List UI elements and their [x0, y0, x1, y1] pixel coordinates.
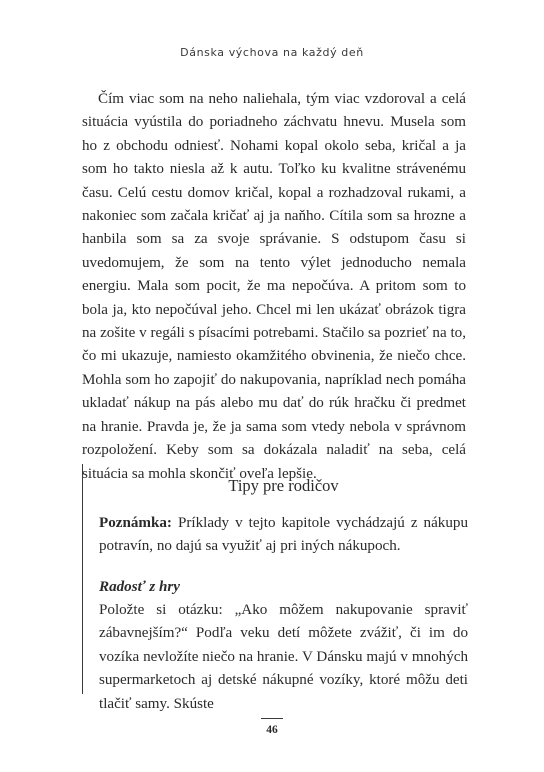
body-paragraph: Čím viac som na neho naliehala, tým viac vzdoroval a celá situácia vyústila do poriadneho záchvatu hnevu. Musela som ho z obchodu odniesť. Nohami kopal okolo seba, kričal a ja som ho takto niesla až k autu. Toľko ku kvalitne strávenému času. Celú cestu domov kričal, kopal a rozhadzoval rukami, a nakoniec som začala kričať aj ja naňho. Cítila som sa hrozne a hanbila som sa za svoje správanie. S odstupom času si uvedomujem, že som na tento výlet jednoducho nemala energiu. Mala som pocit, že ma nepočúva. A pritom som to bola ja, kto nepočúval jeho. Chcel mi len ukázať obrázok tigra na zošite v regáli s písacími potrebami. Stačilo sa pozrieť na to, čo mi ukazuje, namiesto okamžitého obvinenia, že niečo chce. Mohla som ho zapojiť do nakupovania, napríklad nech pomáha ukladať nákup na pás alebo mu dať do rúk hračku či predmet na hranie. Pravda je, že ja sama som vtedy nebola v správnom rozpoložení. Keby som sa dokázala naladiť na seba, celá situácia sa mohla skončiť oveľa lepšie. [82, 91, 466, 482]
footer-rule [261, 718, 283, 719]
tips-box [82, 464, 468, 712]
tips-subheading: Radosť z hry [99, 579, 180, 595]
note-label: Poznámka: [99, 515, 172, 531]
tips-note [99, 512, 468, 559]
tips-heading: Tipy pre rodičov [228, 476, 339, 495]
tips-paragraph: Položte si otázku: „Ako môžem nakupovanie spraviť zábavnejším?“ Podľa veku detí môžete zvážiť, či im do vozíka nevložíte niečo na hranie. V Dánsku majú v mnohých supermarketoch aj detské nákupné vozíky, ktoré môžu deti tlačiť samy. Skúste [99, 602, 468, 712]
page-number: 46 [266, 724, 278, 736]
running-header: Dánska výchova na každý deň [180, 46, 364, 59]
note-text: Príklady v tejto kapitole vychádzajú z nákupu potravín, no dajú sa využiť aj pri iných nákupoch. [99, 515, 468, 555]
main-text [82, 88, 466, 486]
